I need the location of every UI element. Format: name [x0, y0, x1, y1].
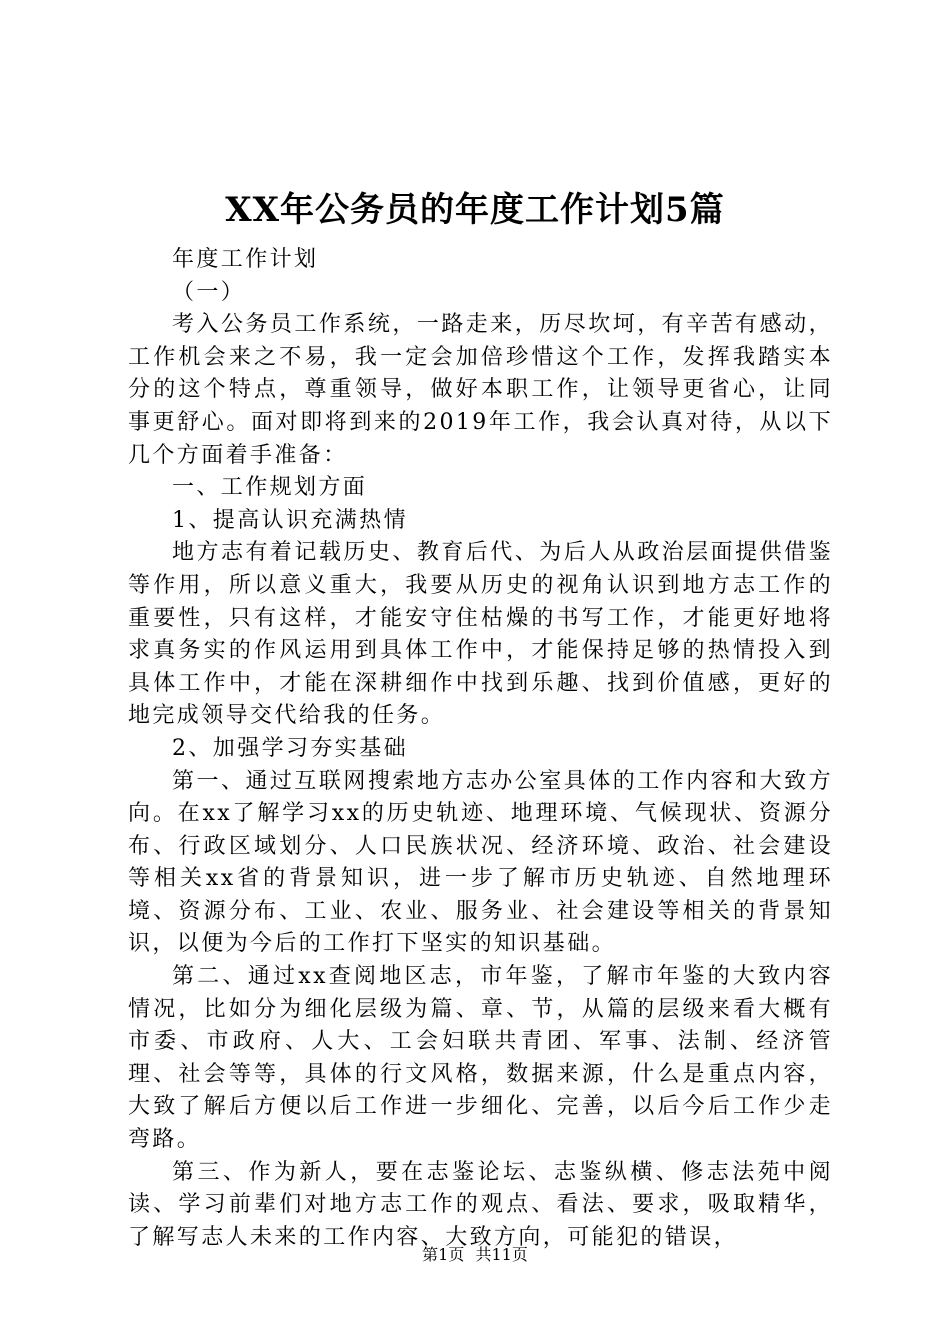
paragraph-study-first: 第一、通过互联网搜索地方志办公室具体的工作内容和大致方向。在xx了解学习xx的历史轨迹、地理环境、气候现状、资源分布、行政区域划分、人口民族状况、经济环境、政治、社会建设等相关xx省的背景知识，进一步了解市历史轨迹、自然地理环境、资源分布、工业、农业、服务业、社会建设等相关的背景知识，以便为今后的工作打下坚实的知识基础。 — [128, 768, 833, 957]
paragraph-heading-planning: 一、工作规划方面 — [172, 475, 368, 501]
page-total: 共11页 — [475, 1245, 528, 1264]
paragraph-awareness: 地方志有着记载历史、教育后代、为后人从政治层面提供借鉴等作用，所以意义重大，我要从历史的视角认识到地方志工作的重要性，只有这样，才能安守住枯燥的书写工作，才能更好地将求真务实的作风运用到具体工作中，才能保持足够的热情投入到具体工作中，才能在深耕细作中找到乐趣、找到价值感，更好的地完成领导交代给我的任务。 — [128, 540, 833, 729]
paragraph-intro: 考入公务员工作系统，一路走来，历尽坎坷，有辛苦有感动，工作机会来之不易，我一定会加倍珍惜这个工作，发挥我踏实本分的这个特点，尊重领导，做好本职工作，让领导更省心，让同事更舒心。面对即将到来的2019年工作，我会认真对待，从以下几个方面着手准备： — [128, 312, 833, 468]
document-body — [128, 244, 833, 1254]
page-number: 第1页 — [422, 1245, 465, 1264]
document-title: XX年公务员的年度工作计划5篇 — [225, 190, 725, 230]
paragraph-heading-awareness: 1、提高认识充满热情 — [172, 507, 408, 533]
paragraph-study-second: 第二、通过xx查阅地区志，市年鉴，了解市年鉴的大致内容情况，比如分为细化层级为篇、章、节，从篇的层级来看大概有市委、市政府、人大、工会妇联共青团、军事、法制、经济管理、社会等等，具体的行文风格，数据来源，什么是重点内容，大致了解后方便以后工作进一步细化、完善，以后今后工作少走弯路。 — [128, 964, 833, 1153]
paragraph-section-number: （一） — [172, 279, 246, 305]
page-footer — [0, 1243, 950, 1267]
paragraph-heading-study: 2、加强学习夯实基础 — [172, 735, 408, 761]
paragraph-study-third: 第三、作为新人，要在志鉴论坛、志鉴纵横、修志法苑中阅读、学习前辈们对地方志工作的观点、看法、要求，吸取精华，了解写志人未来的工作内容、大致方向，可能犯的错误， — [128, 1159, 833, 1250]
paragraph-heading-plan: 年度工作计划 — [172, 247, 319, 272]
